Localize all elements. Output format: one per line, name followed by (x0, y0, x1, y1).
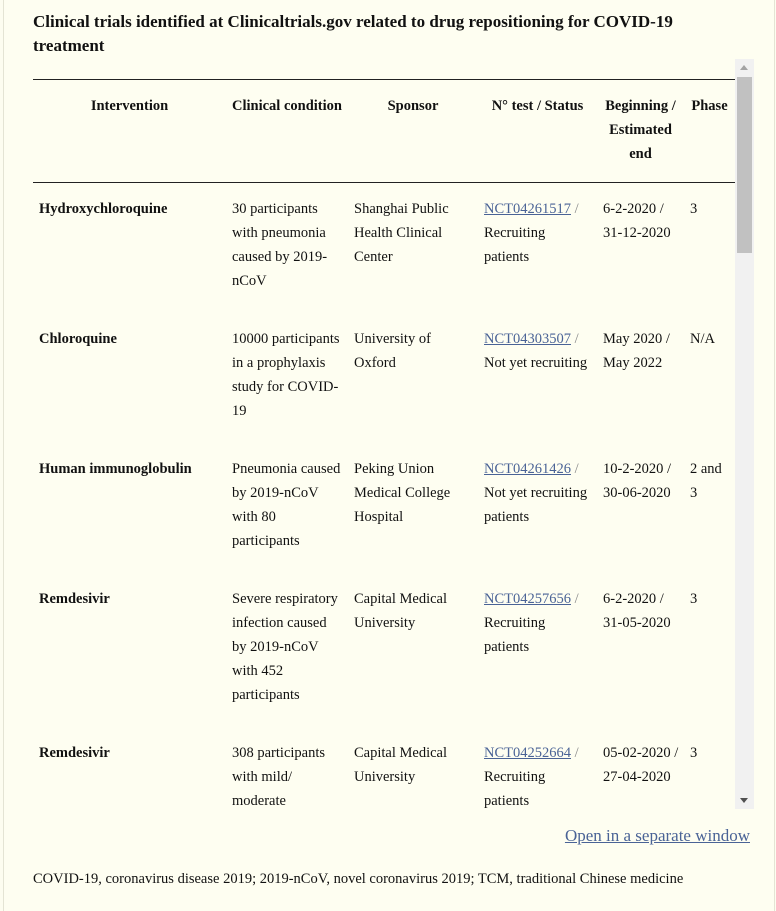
cell-test-status: NCT04257656 / Recruiting patients (484, 591, 579, 655)
cell-sponsor: Shanghai Public Health Clinical Center (354, 201, 449, 265)
cell-condition: 308 participants with mild/ moderate (232, 745, 326, 809)
header-phase: Phase (684, 80, 735, 183)
cell-condition: Severe respiratory infection caused by 2019-nCoV with 452 participants (232, 591, 338, 703)
header-clinical-condition: Clinical condition (226, 80, 348, 183)
cell-dates: 10-2-2020 / 30-06-2020 (603, 461, 672, 501)
trial-status: Not yet recruiting (484, 355, 588, 371)
cell-test-status: NCT04252664 / Recruiting patients (484, 745, 579, 809)
cell-sponsor: Capital Medical University (354, 591, 448, 631)
trial-status: Recruiting patients (484, 225, 546, 265)
header-test-status: N° test / Status (478, 80, 597, 183)
table-row (33, 183, 735, 314)
cell-test-status: NCT04261517 / Recruiting patients (484, 201, 579, 265)
cell-sponsor: Peking Union Medical College Hospital (354, 461, 451, 525)
cell-phase: 3 (690, 591, 698, 607)
trial-status: Not yet recruiting patients (484, 485, 588, 525)
cell-dates: 05-02-2020 / 27-04-2020 (603, 745, 679, 785)
table-scroll-area[interactable] (33, 79, 735, 817)
cell-intervention: Remdesivir (39, 745, 110, 761)
open-separate-window-link[interactable]: Open in a separate window (564, 826, 750, 845)
cell-phase: 3 (690, 201, 698, 217)
cell-intervention: Hydroxychloroquine (39, 201, 168, 217)
cell-dates: 6-2-2020 / 31-12-2020 (603, 201, 671, 241)
table-row (33, 443, 735, 573)
cell-phase: N/A (690, 331, 715, 347)
header-sponsor: Sponsor (348, 80, 478, 183)
trial-link[interactable]: NCT04303507 (484, 331, 571, 347)
trial-link[interactable]: NCT04261426 (484, 461, 571, 477)
cell-dates: 6-2-2020 / 31-05-2020 (603, 591, 671, 631)
scroll-down-arrow-icon[interactable] (740, 798, 748, 803)
header-dates: Beginning / Estimated end (597, 80, 684, 183)
cell-intervention: Chloroquine (39, 331, 117, 347)
clinical-trials-table (33, 80, 735, 817)
table-header-row (33, 80, 735, 183)
table-caption: Clinical trials identified at Clinicaltrials.gov related to drug repositioning for COVID-19 treatment (33, 12, 673, 55)
scroll-up-arrow-icon[interactable] (740, 65, 748, 70)
table-footnote: COVID-19, coronavirus disease 2019; 2019-nCoV, novel coronavirus 2019; TCM, traditional Chinese medicine (33, 871, 684, 887)
cell-phase: 3 (690, 745, 698, 761)
cell-condition: Pneumonia caused by 2019-nCoV with 80 participants (232, 461, 341, 549)
cell-intervention: Human immunoglobulin (39, 461, 192, 477)
trial-link[interactable]: NCT04261517 (484, 201, 571, 217)
cell-test-status: NCT04303507 / Not yet recruiting (484, 331, 588, 371)
cell-condition: 30 participants with pneumonia caused by 2019-nCoV (232, 201, 328, 289)
trial-status: Recruiting patients (484, 769, 546, 809)
trial-link[interactable]: NCT04252664 (484, 745, 571, 761)
table-row (33, 313, 735, 443)
cell-sponsor: University of Oxford (354, 331, 431, 371)
trial-status: Recruiting patients (484, 615, 546, 655)
table-row (33, 573, 735, 727)
cell-intervention: Remdesivir (39, 591, 110, 607)
cell-condition: 10000 participants in a prophylaxis study for COVID-19 (232, 331, 340, 419)
table-panel (3, 0, 775, 911)
header-intervention: Intervention (33, 80, 226, 183)
cell-phase: 2 and 3 (690, 461, 722, 501)
cell-dates: May 2020 / May 2022 (603, 331, 670, 371)
cell-sponsor: Capital Medical University (354, 745, 448, 785)
cell-test-status: NCT04261426 / Not yet recruiting patients (484, 461, 588, 525)
vertical-scrollbar[interactable] (735, 59, 754, 809)
trial-link[interactable]: NCT04257656 (484, 591, 571, 607)
scrollbar-thumb[interactable] (737, 77, 752, 253)
table-row (33, 727, 735, 817)
